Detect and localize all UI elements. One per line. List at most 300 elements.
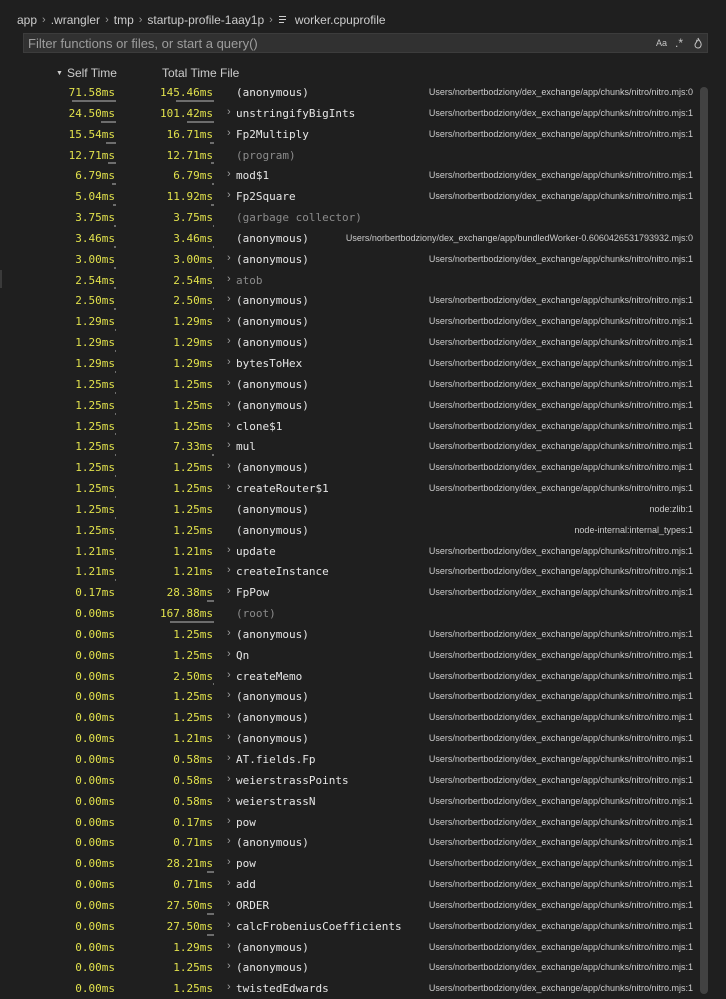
self-time-bar	[72, 100, 116, 102]
file-path-link[interactable]: Users/norbertbodziony/dex_exchange/app/chunks/nitro/nitro.mjs:1	[428, 691, 693, 702]
file-path-link[interactable]: Users/norbertbodziony/dex_exchange/app/chunks/nitro/nitro.mjs:1	[428, 253, 693, 264]
table-row[interactable]	[0, 832, 700, 853]
file-path-link[interactable]: Users/norbertbodziony/dex_exchange/app/chunks/nitro/nitro.mjs:1	[428, 107, 693, 118]
function-name: (anonymous)	[236, 502, 309, 516]
total-time-value: 1.29ms	[173, 315, 213, 329]
expand-chevron-icon[interactable]: ›	[227, 793, 231, 806]
total-time-value: 1.25ms	[173, 648, 213, 662]
file-path-link[interactable]: Users/norbertbodziony/dex_exchange/app/chunks/nitro/nitro.mjs:1	[428, 399, 693, 410]
file-path-link[interactable]: Users/norbertbodziony/dex_exchange/app/chunks/nitro/nitro.mjs:1	[428, 545, 693, 556]
table-row[interactable]	[0, 791, 700, 812]
total-time-value: 11.92ms	[166, 190, 213, 204]
function-name: (anonymous)	[236, 231, 309, 245]
file-path-link[interactable]: Users/norbertbodziony/dex_exchange/app/chunks/nitro/nitro.mjs:1	[428, 858, 693, 869]
self-time-value: 0.00ms	[75, 627, 115, 641]
file-path-link[interactable]: node-internal:internal_types:1	[574, 524, 693, 535]
function-name: createRouter$1	[236, 482, 329, 496]
self-time-value: 12.71ms	[68, 148, 115, 162]
total-time-bar	[212, 454, 214, 456]
table-row[interactable]	[0, 332, 700, 353]
self-time-value: 3.75ms	[75, 211, 115, 225]
expand-chevron-icon[interactable]: ›	[227, 626, 231, 639]
expand-chevron-icon[interactable]: ›	[227, 981, 231, 994]
function-name: mod$1	[236, 169, 270, 183]
expand-chevron-icon[interactable]: ›	[227, 814, 231, 827]
total-time-value: 27.50ms	[166, 898, 213, 912]
table-row[interactable]	[0, 874, 700, 895]
expand-chevron-icon[interactable]: ›	[227, 418, 231, 431]
function-name: AT.fields.Fp	[236, 753, 316, 766]
expand-chevron-icon[interactable]: ›	[227, 939, 231, 952]
function-name: (anonymous)	[236, 398, 309, 412]
expand-chevron-icon[interactable]: ›	[227, 689, 231, 702]
breadcrumb-item-profile-dir[interactable]: startup-profile-1aay1p	[147, 13, 265, 27]
total-time-value: 1.25ms	[173, 982, 213, 996]
total-time-value: 28.38ms	[166, 586, 213, 600]
table-row[interactable]	[0, 186, 700, 207]
function-name: (anonymous)	[236, 711, 309, 725]
expand-chevron-icon[interactable]: ›	[227, 835, 231, 848]
file-path-link[interactable]: Users/norbertbodziony/dex_exchange/app/chunks/nitro/nitro.mjs:1	[428, 712, 693, 723]
self-time-value: 5.04ms	[75, 190, 115, 204]
function-name: (anonymous)	[236, 627, 309, 641]
function-name: (anonymous)	[236, 336, 309, 350]
file-path-link[interactable]: Users/norbertbodziony/dex_exchange/app/chunks/nitro/nitro.mjs:1	[428, 295, 693, 306]
table-row[interactable]	[0, 520, 700, 541]
total-time-bar	[207, 600, 214, 602]
vertical-scrollbar[interactable]	[700, 87, 708, 994]
file-path-link[interactable]: Users/norbertbodziony/dex_exchange/app/chunks/nitro/nitro.mjs:1	[428, 920, 693, 931]
function-name: (anonymous)	[236, 940, 309, 954]
table-row[interactable]	[0, 395, 700, 416]
match-case-toggle[interactable]: Aa	[655, 38, 667, 48]
self-time-bar	[114, 267, 116, 269]
total-time-value: 1.25ms	[173, 419, 213, 433]
table-row[interactable]	[0, 645, 700, 666]
expand-chevron-icon[interactable]: ›	[227, 752, 231, 764]
expand-chevron-icon[interactable]: ›	[227, 897, 231, 910]
expand-chevron-icon[interactable]: ›	[227, 251, 231, 264]
expand-chevron-icon[interactable]: ›	[227, 856, 231, 869]
expand-chevron-icon[interactable]: ›	[227, 335, 231, 348]
function-name: (anonymous)	[236, 961, 309, 975]
total-time-value: 145.46ms	[160, 86, 213, 99]
self-time-value: 0.00ms	[75, 836, 115, 850]
file-path-link[interactable]: Users/norbertbodziony/dex_exchange/app/chunks/nitro/nitro.mjs:1	[428, 983, 693, 994]
self-time-value: 1.25ms	[75, 461, 115, 475]
column-self-time-label: Self Time	[66, 66, 117, 80]
total-time-value: 1.25ms	[173, 711, 213, 725]
self-time-bar	[108, 162, 116, 164]
function-name: Qn	[236, 648, 250, 662]
table-row[interactable]	[0, 541, 700, 562]
total-time-value: 1.21ms	[173, 565, 213, 579]
expand-chevron-icon[interactable]: ›	[227, 397, 231, 410]
self-time-bar	[115, 579, 116, 581]
file-path-link[interactable]: Users/norbertbodziony/dex_exchange/app/chunks/nitro/nitro.mjs:1	[428, 649, 693, 660]
self-time-value: 1.25ms	[75, 502, 115, 516]
total-time-bar	[187, 121, 214, 123]
total-time-bar	[211, 204, 214, 206]
table-row[interactable]	[0, 707, 700, 728]
scrollbar-thumb[interactable]	[700, 87, 708, 994]
gutter-marker	[0, 270, 2, 288]
total-time-value: 1.21ms	[173, 544, 213, 558]
filter-input[interactable]	[24, 35, 656, 52]
file-path-link[interactable]: Users/norbertbodziony/dex_exchange/app/chunks/nitro/nitro.mjs:1	[428, 420, 693, 431]
expand-chevron-icon[interactable]: ›	[227, 564, 231, 577]
total-time-value: 1.25ms	[173, 961, 213, 975]
function-name: update	[236, 544, 276, 558]
file-path-link[interactable]: Users/norbertbodziony/dex_exchange/app/chunks/nitro/nitro.mjs:1	[428, 899, 693, 910]
total-time-bar	[210, 142, 214, 144]
self-time-value: 0.00ms	[75, 961, 115, 975]
self-time-value: 1.29ms	[75, 336, 115, 350]
function-name: (anonymous)	[236, 86, 309, 99]
total-time-value: 1.25ms	[173, 502, 213, 516]
table-row[interactable]	[0, 165, 700, 186]
self-time-value: 0.00ms	[75, 690, 115, 704]
expand-chevron-icon[interactable]: ›	[227, 105, 231, 118]
file-path-link[interactable]: Users/norbertbodziony/dex_exchange/app/chunks/nitro/nitro.mjs:1	[428, 170, 693, 181]
self-time-value: 1.29ms	[75, 356, 115, 370]
self-time-bar	[115, 558, 116, 560]
self-time-value: 1.25ms	[75, 377, 115, 391]
file-path-link[interactable]: Users/norbertbodziony/dex_exchange/app/chunks/nitro/nitro.mjs:1	[428, 441, 693, 452]
table-row[interactable]	[0, 249, 700, 270]
file-path-link[interactable]: Users/norbertbodziony/dex_exchange/app/chunks/nitro/nitro.mjs:1	[428, 628, 693, 639]
table-row[interactable]	[0, 436, 700, 457]
expand-chevron-icon[interactable]: ›	[227, 731, 231, 744]
total-time-value: 101.42ms	[160, 106, 213, 120]
filter-bar	[23, 33, 708, 53]
expand-chevron-icon[interactable]: ›	[227, 272, 231, 285]
total-time-value: 0.58ms	[173, 753, 213, 766]
table-row[interactable]	[0, 270, 700, 291]
self-time-value: 2.54ms	[75, 273, 115, 287]
table-row[interactable]	[0, 666, 700, 687]
self-time-value: 0.00ms	[75, 898, 115, 912]
self-time-bar	[115, 454, 116, 456]
file-path-link[interactable]: Users/norbertbodziony/dex_exchange/app/chunks/nitro/nitro.mjs:1	[428, 191, 693, 202]
table-row[interactable]	[0, 416, 700, 437]
self-time-value: 0.00ms	[75, 982, 115, 996]
total-time-value: 28.21ms	[166, 857, 213, 871]
self-time-value: 71.58ms	[68, 86, 115, 99]
table-row[interactable]	[0, 207, 700, 228]
table-row[interactable]	[0, 290, 700, 311]
self-time-value: 0.00ms	[75, 607, 115, 621]
total-time-bar	[207, 871, 214, 873]
total-time-value: 1.21ms	[173, 732, 213, 746]
function-name: pow	[236, 857, 256, 871]
table-row[interactable]	[0, 311, 700, 332]
table-row[interactable]	[0, 561, 700, 582]
file-path-link[interactable]: Users/norbertbodziony/dex_exchange/app/chunks/nitro/nitro.mjs:1	[428, 462, 693, 473]
function-name: atob	[236, 273, 263, 287]
expand-chevron-icon[interactable]: ›	[227, 460, 231, 473]
file-path-link[interactable]: Users/norbertbodziony/dex_exchange/app/chunks/nitro/nitro.mjs:1	[428, 587, 693, 598]
self-time-bar	[114, 287, 116, 289]
total-time-value: 1.25ms	[173, 398, 213, 412]
file-path-link[interactable]: Users/norbertbodziony/dex_exchange/app/chunks/nitro/nitro.mjs:1	[428, 962, 693, 973]
total-time-bar	[211, 162, 214, 164]
table-row[interactable]	[0, 624, 700, 645]
column-file[interactable]: File	[220, 66, 240, 80]
file-path-link[interactable]: Users/norbertbodziony/dex_exchange/app/chunks/nitro/nitro.mjs:1	[428, 837, 693, 848]
total-time-value: 1.25ms	[173, 461, 213, 475]
file-path-link[interactable]: Users/norbertbodziony/dex_exchange/app/chunks/nitro/nitro.mjs:1	[428, 774, 693, 785]
self-time-value: 3.46ms	[75, 231, 115, 245]
self-time-bar	[115, 392, 116, 394]
self-time-value: 1.29ms	[75, 315, 115, 329]
self-time-bar	[101, 121, 116, 123]
self-time-bar	[114, 225, 116, 227]
function-name: ORDER	[236, 898, 270, 912]
total-time-bar	[213, 225, 214, 227]
function-name: weierstrassPoints	[236, 773, 349, 787]
self-time-value: 0.00ms	[75, 753, 115, 766]
function-name: twistedEdwards	[236, 982, 329, 996]
self-time-value: 1.21ms	[75, 544, 115, 558]
expand-chevron-icon[interactable]: ›	[227, 772, 231, 785]
table-row[interactable]	[0, 770, 700, 791]
self-time-value: 15.54ms	[68, 127, 115, 141]
chevron-right-icon: ›	[105, 14, 109, 26]
file-path-link[interactable]: Users/norbertbodziony/dex_exchange/app/chunks/nitro/nitro.mjs:1	[428, 733, 693, 744]
self-time-value: 0.17ms	[75, 586, 115, 600]
file-path-link[interactable]: Users/norbertbodziony/dex_exchange/app/chunks/nitro/nitro.mjs:0	[428, 87, 693, 97]
table-row[interactable]	[0, 353, 700, 374]
self-time-bar	[115, 329, 116, 331]
total-time-value: 27.50ms	[166, 919, 213, 933]
table-row[interactable]	[0, 145, 700, 166]
total-time-value: 1.25ms	[173, 523, 213, 537]
column-self-time[interactable]	[56, 66, 117, 80]
total-time-value: 0.71ms	[173, 836, 213, 850]
breadcrumb-item-file[interactable]: worker.cpuprofile	[294, 13, 386, 27]
function-name: Fp2Multiply	[236, 127, 309, 141]
function-name: clone$1	[236, 419, 283, 433]
function-name: (anonymous)	[236, 461, 309, 475]
self-time-value: 1.25ms	[75, 440, 115, 454]
total-time-value: 1.29ms	[173, 356, 213, 370]
flame-icon[interactable]	[693, 37, 703, 49]
self-time-bar	[114, 308, 116, 310]
total-time-value: 3.75ms	[173, 211, 213, 225]
function-name: createInstance	[236, 565, 329, 579]
total-time-value: 2.50ms	[173, 669, 213, 683]
table-row[interactable]	[0, 686, 700, 707]
self-time-bar	[115, 538, 116, 540]
table-row[interactable]	[0, 499, 700, 520]
function-name: (anonymous)	[236, 377, 309, 391]
file-path-link[interactable]: Users/norbertbodziony/dex_exchange/app/chunks/nitro/nitro.mjs:1	[428, 879, 693, 890]
function-name: (anonymous)	[236, 252, 309, 266]
total-time-bar	[176, 100, 214, 102]
expand-chevron-icon[interactable]: ›	[227, 960, 231, 973]
column-total-time[interactable]: Total Time	[162, 66, 217, 80]
total-time-bar	[207, 934, 214, 936]
self-time-bar	[115, 433, 116, 435]
table-row[interactable]	[0, 603, 700, 624]
total-time-bar	[213, 267, 214, 269]
total-time-value: 1.29ms	[173, 336, 213, 350]
total-time-value: 0.58ms	[173, 794, 213, 808]
self-time-bar	[114, 246, 116, 248]
file-path-link[interactable]: Users/norbertbodziony/dex_exchange/app/chunks/nitro/nitro.mjs:1	[428, 795, 693, 806]
expand-chevron-icon[interactable]: ›	[227, 355, 231, 368]
function-name: (anonymous)	[236, 523, 309, 537]
function-name: (program)	[236, 148, 296, 162]
self-time-bar	[112, 183, 116, 185]
self-time-value: 0.00ms	[75, 919, 115, 933]
chevron-right-icon: ›	[42, 14, 46, 26]
self-time-bar	[113, 204, 116, 206]
total-time-value: 2.50ms	[173, 294, 213, 308]
file-path-link[interactable]: Users/norbertbodziony/dex_exchange/app/chunks/nitro/nitro.mjs:1	[428, 670, 693, 681]
total-time-value: 1.25ms	[173, 377, 213, 391]
table-row[interactable]	[0, 916, 700, 937]
expand-chevron-icon[interactable]: ›	[227, 126, 231, 139]
function-name: bytesToHex	[236, 356, 303, 370]
self-time-value: 1.21ms	[75, 565, 115, 579]
file-path-link[interactable]: Users/norbertbodziony/dex_exchange/app/chunks/nitro/nitro.mjs:1	[428, 483, 693, 494]
total-time-bar	[213, 246, 214, 248]
breadcrumb-item-app[interactable]: app	[17, 13, 38, 27]
expand-chevron-icon[interactable]: ›	[227, 877, 231, 890]
self-time-value: 1.25ms	[75, 523, 115, 537]
chevron-right-icon: ›	[138, 14, 143, 26]
self-time-value: 0.00ms	[75, 815, 115, 829]
expand-chevron-icon[interactable]: ›	[227, 918, 231, 931]
self-time-bar	[115, 413, 116, 415]
self-time-value: 0.00ms	[75, 878, 115, 892]
regex-toggle[interactable]: .*	[674, 36, 683, 50]
file-path-link[interactable]: Users/norbertbodziony/dex_exchange/app/chunks/nitro/nitro.mjs:1	[428, 357, 693, 368]
self-time-value: 0.00ms	[75, 940, 115, 954]
table-row[interactable]	[0, 103, 700, 124]
chevron-right-icon: ›	[269, 14, 273, 26]
expand-chevron-icon[interactable]: ›	[227, 168, 231, 181]
table-row[interactable]	[0, 978, 700, 999]
expand-chevron-icon[interactable]: ›	[227, 439, 231, 452]
file-path-link[interactable]: Users/norbertbodziony/dex_exchange/app/chunks/nitro/nitro.mjs:1	[428, 316, 693, 327]
total-time-bar	[213, 683, 214, 685]
table-row[interactable]	[0, 457, 700, 478]
self-time-value: 0.00ms	[75, 794, 115, 808]
file-path-link[interactable]: Users/norbertbodziony/dex_exchange/app/chunks/nitro/nitro.mjs:1	[428, 378, 693, 389]
table-row[interactable]	[0, 478, 700, 499]
self-time-value: 0.00ms	[75, 711, 115, 725]
function-name: (anonymous)	[236, 294, 309, 308]
self-time-value: 1.25ms	[75, 419, 115, 433]
expand-chevron-icon[interactable]: ›	[227, 668, 231, 681]
expand-chevron-icon[interactable]: ›	[227, 314, 231, 327]
file-path-link[interactable]: Users/norbertbodziony/dex_exchange/app/chunks/nitro/nitro.mjs:1	[428, 128, 693, 139]
total-time-value: 16.71ms	[166, 127, 213, 141]
function-name: FpPow	[236, 586, 270, 600]
total-time-value: 1.29ms	[173, 940, 213, 954]
breadcrumb-item-wrangler[interactable]: .wrangler	[50, 13, 101, 27]
table-row[interactable]	[0, 957, 700, 978]
table-row[interactable]	[0, 812, 700, 833]
table-row[interactable]	[0, 124, 700, 145]
self-time-bar	[106, 142, 116, 144]
expand-chevron-icon[interactable]: ›	[227, 189, 231, 202]
self-time-value: 0.00ms	[75, 648, 115, 662]
function-name: Fp2Square	[236, 190, 296, 204]
expand-chevron-icon[interactable]: ›	[227, 481, 231, 494]
file-path-link[interactable]: Users/norbertbodziony/dex_exchange/app/chunks/nitro/nitro.mjs:1	[428, 754, 693, 764]
expand-chevron-icon[interactable]: ›	[227, 585, 231, 598]
self-time-bar	[115, 496, 116, 498]
function-name: mul	[236, 440, 256, 454]
total-time-bar	[213, 287, 214, 289]
total-time-value: 0.58ms	[173, 773, 213, 787]
function-name: (anonymous)	[236, 732, 309, 746]
total-time-bar	[170, 621, 214, 623]
total-time-value: 3.46ms	[173, 231, 213, 245]
file-path-link[interactable]: node:zlib:1	[649, 503, 693, 514]
self-time-value: 2.50ms	[75, 294, 115, 308]
table-row[interactable]	[0, 82, 700, 103]
function-name: add	[236, 878, 256, 892]
total-time-value: 12.71ms	[166, 148, 213, 162]
expand-chevron-icon[interactable]: ›	[227, 647, 231, 660]
table-row[interactable]	[0, 937, 700, 958]
table-row[interactable]	[0, 728, 700, 749]
table-row[interactable]	[0, 749, 700, 770]
total-time-value: 1.25ms	[173, 690, 213, 704]
table-row[interactable]	[0, 582, 700, 603]
function-name: unstringifyBigInts	[236, 106, 356, 120]
breadcrumb-item-tmp[interactable]: tmp	[113, 13, 134, 27]
function-name: pow	[236, 815, 256, 829]
table-row[interactable]	[0, 853, 700, 874]
breadcrumb	[0, 11, 726, 29]
total-time-value: 3.00ms	[173, 252, 213, 266]
expand-chevron-icon[interactable]: ›	[227, 710, 231, 723]
file-path-link[interactable]: Users/norbertbodziony/dex_exchange/app/chunks/nitro/nitro.mjs:1	[428, 337, 693, 348]
profile-table	[0, 82, 700, 999]
expand-chevron-icon[interactable]: ›	[227, 543, 231, 556]
function-name: (anonymous)	[236, 315, 309, 329]
self-time-value: 0.00ms	[75, 773, 115, 787]
file-path-link[interactable]: Users/norbertbodziony/dex_exchange/app/chunks/nitro/nitro.mjs:1	[428, 941, 693, 952]
self-time-value: 0.00ms	[75, 669, 115, 683]
sort-descending-icon: ▼	[56, 70, 63, 77]
file-path-link[interactable]: Users/norbertbodziony/dex_exchange/app/bundledWorker-0.6060426531793932.mjs:0	[345, 232, 693, 243]
function-name: (root)	[236, 607, 276, 621]
total-time-value: 1.25ms	[173, 482, 213, 496]
self-time-value: 6.79ms	[75, 169, 115, 183]
total-time-value: 6.79ms	[173, 169, 213, 183]
self-time-value: 0.00ms	[75, 857, 115, 871]
file-path-link[interactable]: Users/norbertbodziony/dex_exchange/app/chunks/nitro/nitro.mjs:1	[428, 566, 693, 577]
table-row[interactable]	[0, 895, 700, 916]
function-name: createMemo	[236, 669, 303, 683]
file-path-link[interactable]: Users/norbertbodziony/dex_exchange/app/chunks/nitro/nitro.mjs:1	[428, 816, 693, 827]
self-time-value: 1.25ms	[75, 482, 115, 496]
expand-chevron-icon[interactable]: ›	[227, 293, 231, 306]
function-name: (anonymous)	[236, 836, 309, 850]
function-name: (anonymous)	[236, 690, 309, 704]
table-row[interactable]	[0, 228, 700, 249]
expand-chevron-icon[interactable]: ›	[227, 376, 231, 389]
self-time-bar	[115, 475, 116, 477]
table-row[interactable]	[0, 374, 700, 395]
